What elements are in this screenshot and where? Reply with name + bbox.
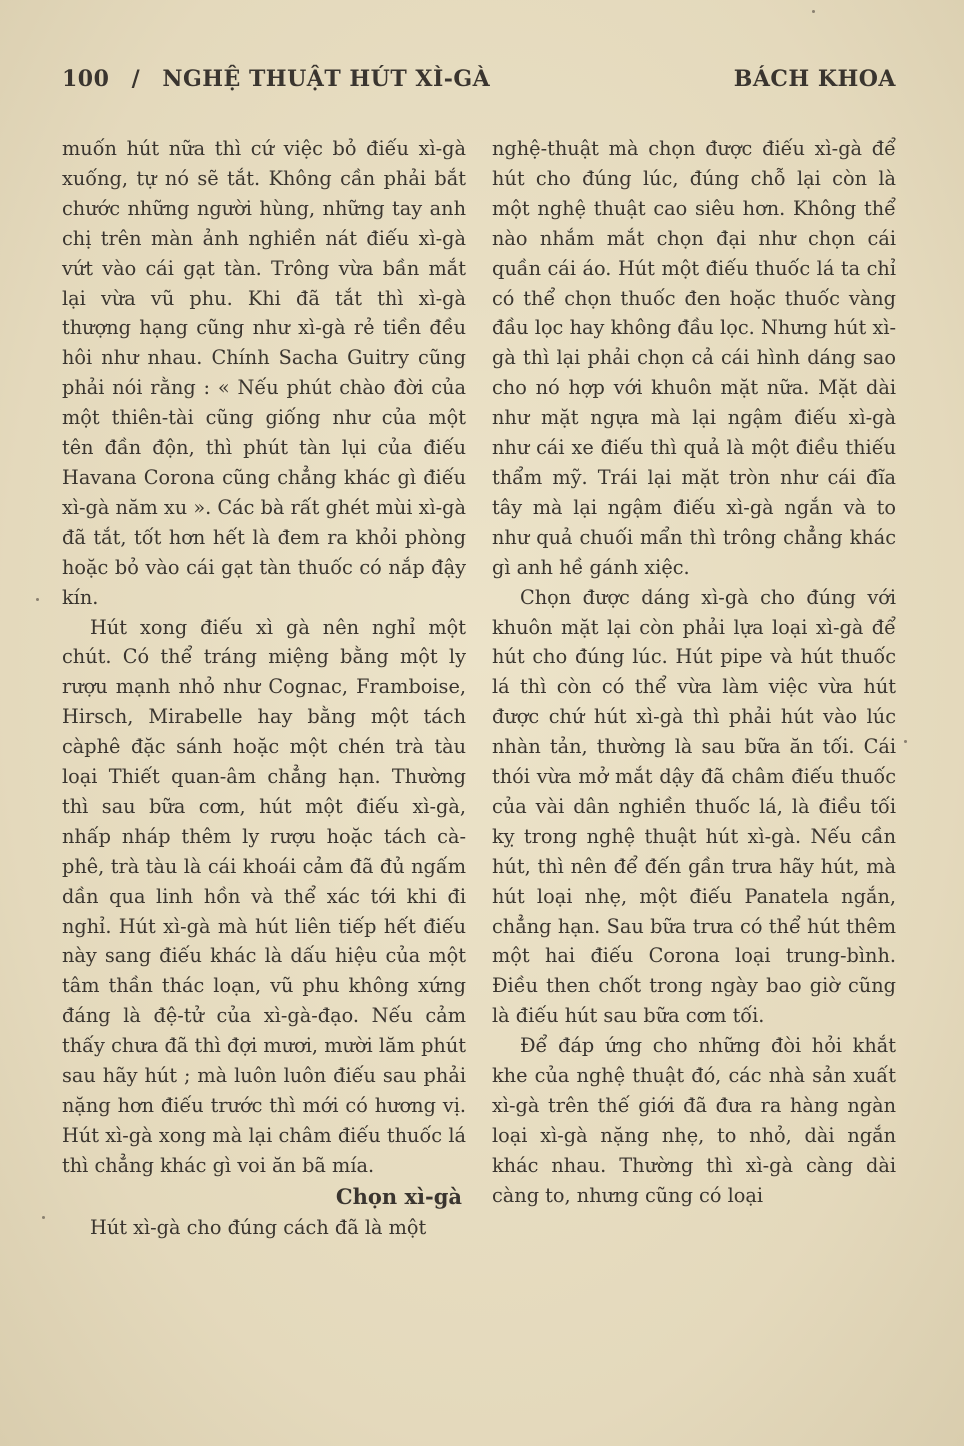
right-paragraph-2: Chọn được dáng xì-gà cho đúng với khuôn mặt lại còn phải lựa loại xì-gà để hút cho đúng lúc. Hút pipe và hút thuốc lá thì còn có thể vừa làm việc vừa hút được chứ hút xì-gà thì phải hút vào lúc nhàn tản, thường là sau bữa ăn tối. Cái thói vừa mở mắt dậy đã châm điếu thuốc của vài dân nghiền thuốc lá, là điều tối kỵ trong nghệ thuật hút xì-gà. Nếu cần hút, thì nên để đến gần trưa hãy hút, mà hút loại nhẹ, một điếu Panatela ngắn, chẳng hạn. Sau bữa trưa có thể hút thêm một hai điếu Corona loại trung-bình. Điều then chốt trong ngày bao giờ cũng là điếu hút sau bữa cơm tối. [492, 585, 896, 1028]
section-title: NGHỆ THUẬT HÚT XÌ-GÀ [162, 66, 491, 92]
page-header [62, 66, 900, 100]
right-column [492, 134, 896, 1211]
left-paragraph-2: Hút xong điếu xì gà nên nghỉ một chút. Có thể tráng miệng bằng một ly rượu mạnh nhỏ như Cognac, Framboise, Hirsch, Mirabelle hay bằng một tách càphê đặc sánh hoặc một chén trà tàu loại Thiết quan-âm chẳng hạn. Thường thì sau bữa cơm, hút một điếu xì-gà, nhấp nháp thêm ly rượu hoặc tách cà-phê, trà tàu là cái khoái cảm đã đủ ngấm dần qua linh hồn và thể xác tới khi đi nghỉ. Hút xì-gà mà hút liên tiếp hết điếu này sang điếu khác là dấu hiệu của một tâm thần thác loạn, vũ phu không xứng đáng là đệ-tử của xì-gà-đạo. Nếu cảm thấy chưa đã thì đợi mươi, mười lăm phút sau hãy hút ; mà luôn luôn điếu sau phải nặng hơn điếu trước thì mới có hương vị. Hút xì-gà xong mà lại châm điếu thuốc lá thì chẳng khác gì voi ăn bã mía. [62, 615, 466, 1177]
left-paragraph-3: Hút xì-gà cho đúng cách đã là một [90, 1215, 427, 1239]
page-number: 100 [62, 66, 110, 92]
left-paragraph-1: muốn hút nữa thì cứ việc bỏ điếu xì-gà xuống, tự nó sẽ tắt. Không cần phải bắt chước những người hùng, những tay anh chị trên màn ảnh nghiền nát điếu xì-gà vứt vào cái gạt tàn. Trông vừa bần mắt lại vừa vũ phu. Khi đã tắt thì xì-gà thượng hạng cũng như xì-gà rẻ tiền đều hôi như nhau. Chính Sacha Guitry cũng phải nói rằng : « Nếu phút chào đời của một thiên-tài cũng giống như của một tên đần độn, thì phút tàn lụi của điếu Havana Corona cũng chẳng khác gì điếu xì-gà năm xu ». Các bà rất ghét mùi xì-gà đã tắt, tốt hơn hết là đem ra khỏi phòng hoặc bỏ vào cái gạt tàn thuốc có nắp đậy kín. [62, 137, 466, 609]
header-left [62, 66, 490, 92]
magazine-name: BÁCH KHOA [733, 66, 896, 92]
right-paragraph-3: Để đáp ứng cho những đòi hỏi khắt khe của nghệ thuật đó, các nhà sản xuất xì-gà trên thế giới đã đưa ra hàng ngàn loại xì-gà nặng nhẹ, to nhỏ, dài ngắn khác nhau. Thường thì xì-gà càng dài càng to, nhưng cũng có loại [492, 1034, 896, 1207]
paper-speck [36, 598, 39, 601]
subheading-chon-xi-ga: Chọn xì-gà [335, 1183, 462, 1209]
right-paragraph-1: nghệ-thuật mà chọn được điếu xì-gà để hút cho đúng lúc, đúng chỗ lại còn là một nghệ thuật cao siêu hơn. Không thể nào nhắm mắt chọn đại như chọn cái quần cái áo. Hút một điếu thuốc lá ta chỉ có thể chọn thuốc đen hoặc thuốc vàng đầu lọc hay không đầu lọc. Nhưng hút xì-gà thì lại phải chọn cả cái hình dáng sao cho nó hợp với khuôn mặt nữa. Mặt dài như mặt ngựa mà lại ngậm điếu xì-gà như cái xe điếu thì quả là một điều thiếu thẩm mỹ. Trái lại mặt tròn như cái đĩa tây mà lại ngậm điếu xì-gà ngắn và to như quả chuối mẩn thì trông chẳng khác gì anh hề gánh xiệc. [492, 137, 896, 579]
left-column [62, 134, 466, 1243]
paper-speck [42, 1216, 45, 1219]
header-separator: / [131, 66, 141, 92]
paper-speck [904, 740, 907, 743]
paper-speck [812, 10, 815, 13]
